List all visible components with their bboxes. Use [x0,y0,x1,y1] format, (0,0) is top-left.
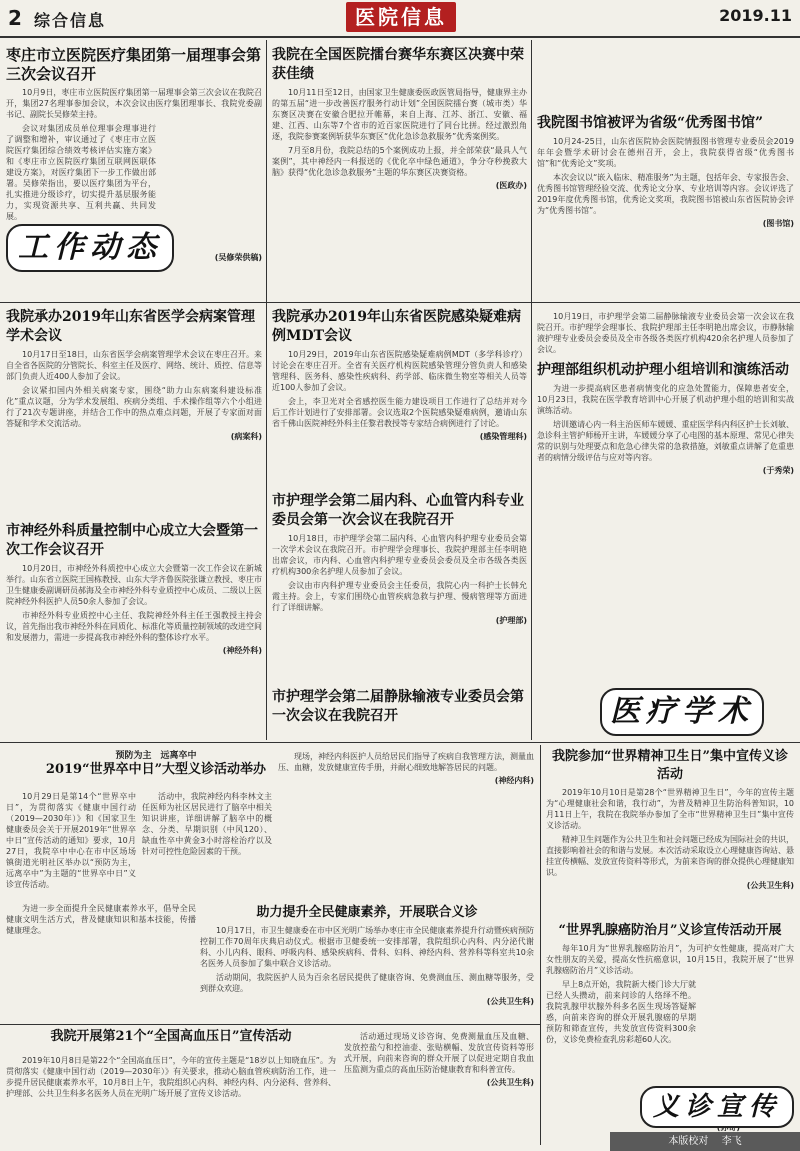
article-paragraph: 市神经外科专业质控中心主任、我院神经外科主任王强教授主持会议，首先指出我市神经外科在同质化、标准化等质量控制领域的改进空间和发展潜力，需进一步提高我市神经外科的整体诊疗水平。 [6,611,262,642]
article-paragraph: 活动通过现场义诊咨询、免费测量血压及血糖、发放控盐勺和控油壶、张贴横幅、发放宣传资料等形式开展，向前来咨询的群众开展了以促进定期自我血压监测为重点的高血压防治健康教育和科普宣传。 [344,1032,534,1074]
banner-work-news: 工作动态 [6,224,174,272]
article-world-stroke-day-continued [6,900,196,1020]
article-kicker: 预防为主 远离卒中 [115,751,197,761]
article-source: (护理部) [495,616,527,625]
article-source: (感染管理科) [479,432,527,441]
article-headline: “世界乳腺癌防治月”义诊宣传活动开展 [558,923,782,938]
article-headline: 我院开展第21个“全国高血压日”宣传活动 [50,1029,292,1044]
article-paragraph: 10月19日，市护理学会第二届静脉输液专业委员会第一次会议在我院召开。市护理学会理事长、我院护理部主任李明艳出席会议，市静脉输液护理专业委员会委员及全市各级各类医疗机构420余名护理人员参加了会议。 [537,312,794,354]
article-joint-free-clinic [200,904,534,1022]
article-source: (公共卫生科) [486,997,534,1006]
article-source: (神经内科) [494,776,534,785]
article-paragraph: 10月29日，2019年山东省医院感染疑难病例MDT（多学科诊疗）讨论会在枣庄召开。全省有关医疗机构医院感染管理分管负责人和感染管理科、医务科、感染性疾病科、药学部、临床微生物室等相关人员等近100人参加了会议。 [272,350,527,392]
row-divider [0,1024,540,1025]
article-paragraph: 7月至8月份，我院总结的5个案例成功上报，并全部荣获“最具人气案例”，其中神经内一科报送的《优化卒中绿色通道》，争分夺秒挽救大脑》获得“优化急诊急救服务”主题的华东赛区决赛资格。 [272,146,527,177]
column-divider [531,40,532,740]
article-headline: 我院承办2019年山东省医学会病案管理学术会议 [6,309,255,344]
article-paragraph: 活动期间，我院医护人员为百余名居民提供了健康咨询、免费测血压、测血糖等服务，受到群众欢迎。 [200,973,534,993]
editor-label: 本版校对 [668,1136,709,1147]
article-infection-mdt-meeting [272,308,527,488]
article-source: (公共卫生科) [746,881,794,890]
article-paragraph: 本次会议以“嵌入临床、精准服务”为主题，包括年会、专家报告会、优秀图书馆管理经验交流、优秀论文分享、专业培训等内容。会议评选了2019年度优秀图书馆，优秀论文奖项，我院图书馆被山东省医院协会评为“优秀图书馆”。 [537,173,794,215]
article-source: (病案科) [230,432,262,441]
page-header [0,0,800,40]
article-paragraph: 10月11日至12日，由国家卫生健康委医政医管局指导，健康界主办的第五届“进一步改善医疗服务行动计划”全国医院擂台赛（城市类）华东赛区决赛在安徽合肥拉开帷幕，来自上海、江苏、浙江、安徽、福建、江西、山东等7个省市的近百家医院进行了同台比拼。经过激烈角逐，我院参赛案例斩获华东赛区“优化急诊急救服务”优秀案例奖。 [272,88,527,141]
article-headline: 护理部组织机动护理小组培训和演练活动 [537,362,789,378]
article-world-stroke-day [6,748,534,898]
article-hospital-competition [272,46,527,298]
article-mental-health-day [546,748,794,916]
column-divider [266,40,267,740]
article-hypertension-day [6,1028,534,1148]
row-divider [0,302,800,303]
column-divider [540,745,541,1145]
issue-date: 2019.11 [719,6,792,25]
article-paragraph: 会议由市内科护理专业委员会主任委员，我院心内一科护士长韩允霞主持。会上，专家们围绕心血管疾病急救与护理、慢病管理等方面进行了详细讲解。 [272,581,527,612]
article-headline: 我院承办2019年山东省医院感染疑难病例MDT会议 [272,309,521,344]
article-source: (医政办) [495,181,527,190]
article-source: (神经外科) [222,646,262,655]
article-headline: 枣庄市立医院医疗集团第一届理事会第三次会议召开 [6,46,262,83]
article-source: (图书馆) [762,219,794,228]
article-paragraph: 活动中，我院神经内科李林文主任医师为社区居民进行了脑卒中相关知识讲座，详细讲解了脑卒中的概念、分类、早期识别（中风120）、缺血性卒中黄金3小时溶栓治疗以及针对可控性危险因素的干预。 [142,792,272,856]
row-divider [0,742,800,743]
article-paragraph: 为进一步全面提升全民健康素养水平，倡导全民健康文明生活方式，普及健康知识和基本技能，传播健康理念。 [6,904,196,935]
header-divider [0,36,800,38]
article-headline: 2019“世界卒中日”大型义诊活动举办 [45,762,267,777]
article-breast-cancer-month [546,922,794,1072]
article-paragraph: 会上，李卫光对全省感控医生能力建设项目工作进行了总结并对今后工作计划进行了安排部署。会议选取2个医院感染疑难病例，邀请山东省千佛山医院神经外科主任黎君教授等专家结合病例进行了讨论。 [272,397,527,428]
section-title: 综合信息 [34,11,107,30]
article-headline: 市护理学会第二届静脉输液专业委员会第一次会议在我院召开 [272,689,524,724]
article-headline: 市护理学会第二届内科、心血管内科专业委员会第一次会议在我院召开 [272,493,524,528]
article-iv-infusion-committee [272,688,527,738]
editor-credit [610,1132,800,1151]
article-paragraph: 2019年10月10日是第28个“世界精神卫生日”，今年的宣传主题为“心理健康社会和谐，我行动”，为普及精神卫生防治科普知识，10月11日上午，我院在我院举办参加了全市“世界精神卫生日”集中宣传义诊活动。 [546,788,794,830]
article-headline: 我院参加“世界精神卫生日”集中宣传义诊活动 [552,749,788,782]
article-paragraph: 10月24-25日，山东省医院协会医院情报图书管理专业委员会2019年年会暨学术研讨会在德州召开，会上，我院获得省级“优秀图书馆”和“优秀论文”奖项。 [537,137,794,168]
article-headline: 助力提升全民健康素养，开展联合义诊 [256,905,478,920]
article-paragraph: 早上8点开始，我院新大楼门诊大厅就已经人头攒动，前来问诊的人络绎不绝。我院乳腺甲状腺外科多名医生现场答疑解惑，向前来咨询的群众开展乳腺癌的早期预防和筛查宣传，共发放宣传资料300余份，义诊免费检查乳房彩超60人次。 [546,980,696,1044]
article-paragraph: 会议对集团成员单位理事会理事进行了调整和增补，审议通过了《枣庄市立医院医疗集团综合绩效考核评估实施方案》和《枣庄市立医院医疗集团互联网医联体建设方案》，对医疗集团下一步工作做出部署。吴修荣指出，要以医疗集团为平台，扎实推进分级诊疗，切实提升基层服务能力，实现资源共享、互利共赢、共同发展。 [6,124,156,221]
article-internal-medicine-nursing-committee [272,492,527,682]
article-paragraph: 为进一步提高病区患者病情变化的应急处置能力，保障患者安全，10月23日，我院在医学教育培训中心开展了机动护理小组的培训和实战演练活动。 [537,384,794,415]
article-case-management-conference [6,308,262,518]
article-paragraph: 10月29日是第14个“世界卒中日”，为贯彻落实《健康中国行动（2019—2030年）》和《国家卫生健康委员会关于开展2019年“世界卒中日”宣传活动的通知》要求，10月27日，我院卒中中心在市中区场场镇街道光明社区举办以“预防为主，远离卒中”为主题的“世界卒中日”义诊宣传活动。 [6,792,136,889]
banner-free-clinic: 义诊宣传 [640,1086,794,1128]
article-paragraph: 10月9日，枣庄市立医院医疗集团第一届理事会第三次会议在我院召开，集团27名理事参加会议，本次会议由医疗集团理事长、我院党委副书记、副院长吴修荣主持。 [6,88,262,119]
article-mobile-nursing-training [537,308,794,680]
article-paragraph: 培训邀请心内一科主治医师车媛媛、重症医学科内科区护士长刘敏、急诊科主管护师杨开主讲，车媛媛分享了心电图的基本原理、常见心律失常的识别与处理要点和危急心律失常的急救措施，刘敏重点讲解了危重患者的病情分级评估与应对等内容。 [537,420,794,462]
article-library-award [537,114,794,298]
article-paragraph: 10月17日至18日，山东省医学会病案管理学术会议在枣庄召开。来自全省各医院的分管院长、科室主任及医疗、网络、统计、质控、信息等部门负责人近400人参加了会议。 [6,350,262,381]
masthead-logo: 医院信息 [346,2,456,32]
article-headline: 我院在全国医院擂台赛华东赛区决赛中荣获佳绩 [272,47,524,82]
article-paragraph: 10月18日，市护理学会第二届内科、心血管内科护理专业委员会第一次学术会议在我院召开。市护理学会理事长、我院护理部主任李明艳出席会议，市内科、心血管内科护理专业委员会委员及全市各级各类医疗机构300余名护理人员参加了会议。 [272,534,527,576]
article-paragraph: 2019年10月8日是第22个“全国高血压日”，今年的宣传主题是“18岁以上知晓血压”。为贯彻落实《健康中国行动（2019—2030年）》有关要求，推动心脑血管疾病防治工作，进一步提升居民健康素养水平，10月8日上午，我院组织心内科、神经内科、内分泌科、营养科、护理部、公共卫生科多名医务人员在光明广场开展了宣传义诊活动。 [6,1056,336,1098]
article-source: (吴修荣供稿) [214,253,262,262]
article-neurosurgery-qc-center [6,522,262,737]
page-number: 2 [8,6,22,30]
article-headline: 市神经外科质量控制中心成立大会暨第一次工作会议召开 [6,523,258,558]
article-paragraph: 精神卫生问题作为公共卫生和社会问题已经成为国际社会的共识，直接影响着社会的和谐与发展。本次活动采取设立心理健康咨询站、悬挂宣传横幅、发放宣传资料等形式，为前来咨询的群众提供心理健康知识。 [546,835,794,877]
editor-name: 李飞 [721,1136,742,1147]
article-source: (公共卫生科) [486,1078,534,1087]
article-headline: 我院图书馆被评为省级“优秀图书馆” [537,115,764,131]
banner-medical-academic: 医疗学术 [600,688,764,736]
article-paragraph: 会议紧扣国内外相关病案专家，围绕“助力山东病案科建设标准化”重点议题，分为学术发展组、疾病分类组、手术操作组等六个小组进行了21次专题讲座，并结合工作中的热点难点问题，开展了专家面对面答疑和学术交流活动。 [6,386,262,428]
article-paragraph: 每年10月为“世界乳腺癌防治月”，为可护女性健康，提高对广大女性朋友的关爱，提高女性抗癌意识，10月15日，我院开展了“世界乳腺癌防治月”义诊活动。 [546,944,794,975]
article-source: (于秀荣) [762,466,794,475]
article-paragraph: 现场，神经内科医护人员给居民们指导了疾病自我管理方法，测量血压、血糖，发放健康宣传手册，并耐心细致地解答居民的问题。 [278,752,534,772]
article-paragraph: 10月20日，市神经外科质控中心成立大会暨第一次工作会议在新城举行。山东省立医院王国栋教授、山东大学齐鲁医院张谦立教授、枣庄市卫生健康委副调研员郝海及全市神经外科专业质控中心成员、二级以上医院神经外科医护人员50余人参加了会议。 [6,564,262,606]
article-paragraph: 10月17日，市卫生健康委在市中区光明广场举办枣庄市全民健康素养提升行动暨疾病预防控制工作70周年庆典启动仪式。根据市卫健委统一安排部署，我院组织心内科、内分泌代谢科、小儿内科、眼科、呼吸内科、感染疾病科、骨科、妇科、神经内科、营养科等科室共10余名医务人员参加了集中联合义诊活动。 [200,926,534,968]
